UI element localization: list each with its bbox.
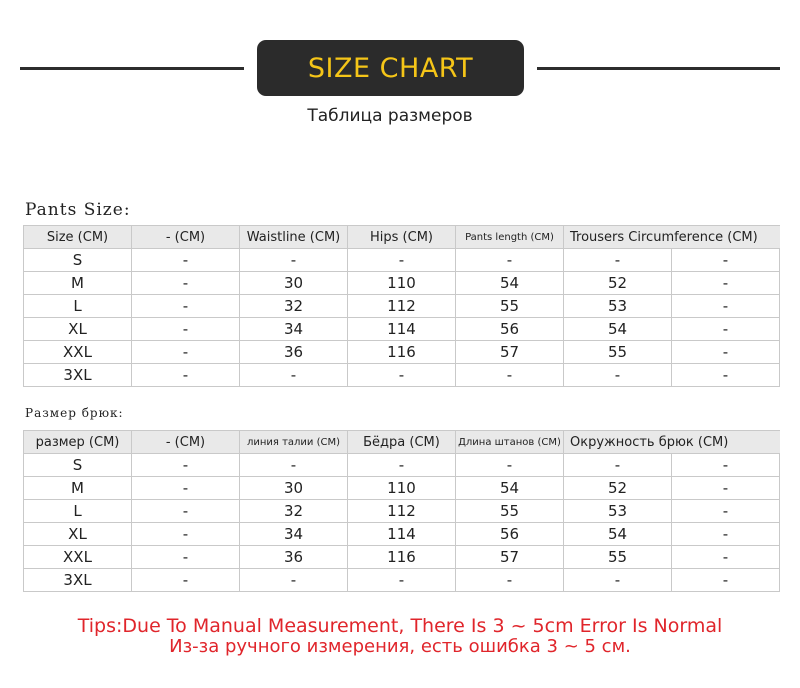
tips-text: Tips:Due To Manual Measurement, There Is 3 ~ 5cm Error Is Normal <box>77 615 723 637</box>
table-cell: 56 <box>456 523 564 546</box>
table-cell: 52 <box>564 272 672 295</box>
table-header-row <box>24 226 780 249</box>
table-cell: - <box>672 341 780 364</box>
table-cell: 32 <box>240 500 348 523</box>
table-cell: - <box>672 500 780 523</box>
column-header-trousers-circumference: Окружность брюк (CM) <box>564 431 780 454</box>
table-cell: 53 <box>564 500 672 523</box>
table-cell: 116 <box>348 546 456 569</box>
table-cell: 112 <box>348 295 456 318</box>
table-cell: - <box>672 523 780 546</box>
column-header-pants-length: Длина штанов (CM) <box>456 431 564 454</box>
column-header-size: размер (CM) <box>24 431 132 454</box>
table-cell: - <box>564 454 672 477</box>
table-row <box>24 249 780 272</box>
table-row <box>24 523 780 546</box>
table-cell: - <box>132 272 240 295</box>
table-cell: XL <box>24 523 132 546</box>
table-cell: 116 <box>348 341 456 364</box>
table-cell: - <box>672 454 780 477</box>
pants-size-table-ru <box>23 430 780 592</box>
table-header-row <box>24 431 780 454</box>
header-divider-right <box>537 67 780 70</box>
column-header-size: Size (CM) <box>24 226 132 249</box>
table-row <box>24 477 780 500</box>
column-header-hips: Hips (CM) <box>348 226 456 249</box>
table-cell: 112 <box>348 500 456 523</box>
tips-text-ru: Из-за ручного измерения, есть ошибка 3 ~ 5 см. <box>169 636 631 657</box>
table-cell: 54 <box>564 318 672 341</box>
table-cell: 55 <box>564 546 672 569</box>
table-cell: 30 <box>240 477 348 500</box>
table-cell: 110 <box>348 272 456 295</box>
table-cell: - <box>240 569 348 592</box>
table-cell: L <box>24 295 132 318</box>
table-cell: M <box>24 477 132 500</box>
table-cell: - <box>456 569 564 592</box>
page-subtitle: Таблица размеров <box>307 106 473 126</box>
table-cell: XXL <box>24 546 132 569</box>
table-cell: - <box>348 249 456 272</box>
table-cell: 56 <box>456 318 564 341</box>
page-title: SIZE CHART <box>307 52 474 84</box>
table-cell: S <box>24 454 132 477</box>
table-cell: 34 <box>240 523 348 546</box>
table-cell: 57 <box>456 546 564 569</box>
table-cell: 36 <box>240 546 348 569</box>
table-cell: - <box>240 364 348 387</box>
pants-size-caption-ru: Размер брюк: <box>25 406 124 420</box>
table-cell: - <box>132 477 240 500</box>
pants-size-caption: Pants Size: <box>25 200 131 220</box>
table-cell: 54 <box>564 523 672 546</box>
table-cell: 55 <box>456 295 564 318</box>
table-cell: 3XL <box>24 364 132 387</box>
table-cell: - <box>672 546 780 569</box>
table-cell: - <box>348 454 456 477</box>
table-cell: 34 <box>240 318 348 341</box>
table-cell: 52 <box>564 477 672 500</box>
table-cell: - <box>132 523 240 546</box>
table-row <box>24 364 780 387</box>
column-header-hips: Бёдра (CM) <box>348 431 456 454</box>
table-cell: - <box>132 500 240 523</box>
table-cell: - <box>132 569 240 592</box>
table-cell: 55 <box>456 500 564 523</box>
table-cell: - <box>672 569 780 592</box>
table-cell: - <box>672 364 780 387</box>
table-cell: - <box>672 249 780 272</box>
table-cell: - <box>564 364 672 387</box>
pants-size-table <box>23 225 780 387</box>
table-row <box>24 272 780 295</box>
table-cell: 30 <box>240 272 348 295</box>
table-row <box>24 318 780 341</box>
table-cell: XXL <box>24 341 132 364</box>
table-cell: - <box>132 454 240 477</box>
table-cell: - <box>348 364 456 387</box>
table-cell: - <box>240 454 348 477</box>
table-cell: - <box>132 249 240 272</box>
table-cell: - <box>672 272 780 295</box>
table-cell: 57 <box>456 341 564 364</box>
table-cell: - <box>564 249 672 272</box>
table-cell: - <box>132 546 240 569</box>
size-chart-banner <box>257 40 524 96</box>
column-header-waistline: линия талии (CM) <box>240 431 348 454</box>
column-header-waistline: Waistline (CM) <box>240 226 348 249</box>
table-cell: S <box>24 249 132 272</box>
table-cell: - <box>348 569 456 592</box>
table-cell: 53 <box>564 295 672 318</box>
table-cell: 110 <box>348 477 456 500</box>
table-cell: M <box>24 272 132 295</box>
table-cell: 54 <box>456 272 564 295</box>
table-cell: 114 <box>348 523 456 546</box>
table-cell: - <box>240 249 348 272</box>
table-cell: - <box>456 249 564 272</box>
table-row <box>24 454 780 477</box>
table-cell: - <box>564 569 672 592</box>
table-cell: XL <box>24 318 132 341</box>
table-cell: - <box>132 295 240 318</box>
table-row <box>24 341 780 364</box>
column-header-blank: - (CM) <box>132 431 240 454</box>
table-cell: 36 <box>240 341 348 364</box>
table-cell: - <box>456 454 564 477</box>
header-divider-left <box>20 67 244 70</box>
table-cell: - <box>132 341 240 364</box>
table-cell: 54 <box>456 477 564 500</box>
table-cell: - <box>672 295 780 318</box>
table-row <box>24 500 780 523</box>
table-row <box>24 546 780 569</box>
column-header-blank: - (CM) <box>132 226 240 249</box>
table-cell: L <box>24 500 132 523</box>
table-cell: 55 <box>564 341 672 364</box>
table-cell: 3XL <box>24 569 132 592</box>
column-header-pants-length: Pants length (CM) <box>456 226 564 249</box>
table-cell: - <box>672 318 780 341</box>
table-cell: - <box>672 477 780 500</box>
table-cell: - <box>132 364 240 387</box>
table-cell: - <box>456 364 564 387</box>
table-cell: - <box>132 318 240 341</box>
table-row <box>24 569 780 592</box>
table-row <box>24 295 780 318</box>
table-cell: 32 <box>240 295 348 318</box>
table-cell: 114 <box>348 318 456 341</box>
column-header-trousers-circumference: Trousers Circumference (CM) <box>564 226 780 249</box>
